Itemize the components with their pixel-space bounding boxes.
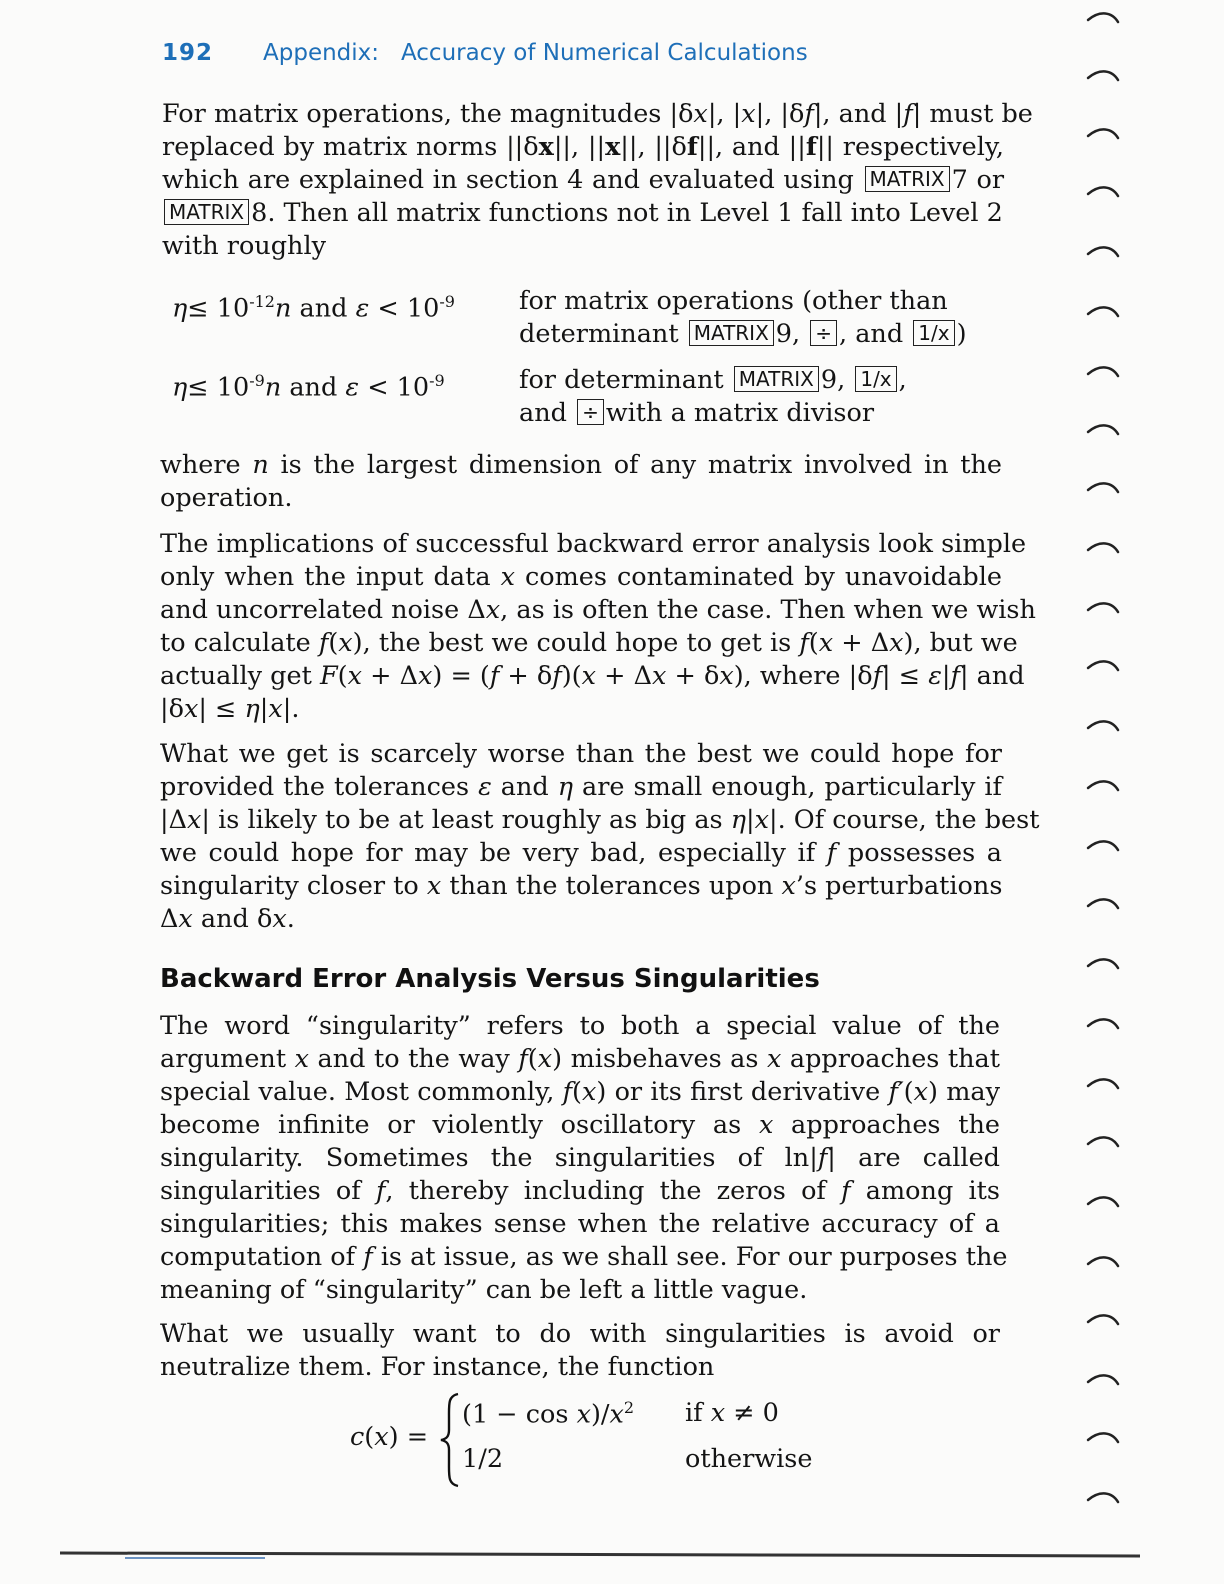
matrix-key: MATRIX (689, 320, 774, 346)
case-2-condition: otherwise (685, 1444, 813, 1474)
running-header (162, 40, 808, 66)
chapter-title: Appendix: Accuracy of Numerical Calculations (263, 40, 808, 66)
equation-lhs: c(x) = (350, 1422, 429, 1452)
reciprocal-key: 1/x (913, 320, 954, 346)
equation-brace (438, 1392, 460, 1495)
paragraph-implications: The implications of successful backward error analysis look simple only when the input data x comes contaminated by unavoidable and uncorrelated noise Δx, as is often the case. Then when we wish to calculate f(x), the best we could hope to get is f(x + Δx), but we actually get F(x + Δx) = (f + δf)(x + Δx + δx), where |δf| ≤ ε|f| and |δx| ≤ η|x|. (160, 529, 1036, 724)
paragraph-singularity: The word “singularity” refers to both a special value of the argument x and to the way f(x) misbehaves as x approaches that special value. Most commonly, f(x) or its first derivative f′(x) may become infinite or violently oscillatory as x approaches the singularity. Sometimes the singularities of ln|f| are called singularities of f, thereby including the zeros of f among its singularities; this makes sense when the relative accuracy of a computation of f is at issue, as we shall see. For our purposes the meaning of “singularity” can be left a little vague. (160, 1011, 1008, 1305)
case-2-expression: 1/2 (462, 1444, 504, 1474)
reciprocal-key: 1/x (855, 366, 896, 392)
divide-key: ÷ (810, 320, 837, 346)
paragraph-what-we-get: What we get is scarcely worse than the best we could hope for provided the tolerances ε and η are small enough, particularly if |Δx| is likely to be at least roughly as big as η|x|. Of course, the best we could hope for may be very bad, especially if f possesses a singularity closer to x than the tolerances upon x’s perturbations Δx and δx. (160, 739, 1040, 934)
matrix-key: MATRIX (164, 199, 249, 225)
spiral-binding (1082, 0, 1142, 1584)
paragraph-neutralize: What we usually want to do with singularities is avoid or neutralize them. For instance, the function (160, 1319, 1000, 1382)
matrix-key: MATRIX (865, 166, 950, 192)
condition-2-formula: $\eta\le 10^{-9}n$ and $\varepsilon < 10^{-9}$ (172, 371, 445, 403)
case-1-condition: if x ≠ 0 (685, 1398, 779, 1428)
section-heading: Backward Error Analysis Versus Singularities (160, 964, 820, 994)
piecewise-equation (350, 1392, 820, 1492)
page-number: 192 (162, 40, 214, 66)
condition-1-description: for matrix operations (other than determinant MATRIX 9, ÷ , and 1/x ) (519, 286, 967, 349)
condition-1-formula: $\eta\le 10^{-12}n$ and $\varepsilon < 10^{-9}$ (172, 292, 455, 324)
paragraph-where-n: where n is the largest dimension of any matrix involved in the operation. (160, 450, 1002, 513)
matrix-key: MATRIX (734, 366, 819, 392)
divide-key: ÷ (577, 399, 604, 425)
paragraph-matrix-norms: For matrix operations, the magnitudes |δx|, |x|, |δf|, and |f| must be replaced by matrix norms ||δx||, ||x||, ||δf||, and ||f|| respectively, which are explained in section 4 and evaluated using MATRIX 7 or MATRIX 8. Then all matrix functions not in Level 1 fall into Level 2 with roughly (162, 99, 1033, 261)
case-1-expression: $(1 - \cos x)/x^2$ (462, 1398, 635, 1430)
page-bottom-edge (60, 1550, 1140, 1560)
condition-2-description: for determinant MATRIX 9, 1/x , and ÷ with a matrix divisor (519, 365, 907, 428)
